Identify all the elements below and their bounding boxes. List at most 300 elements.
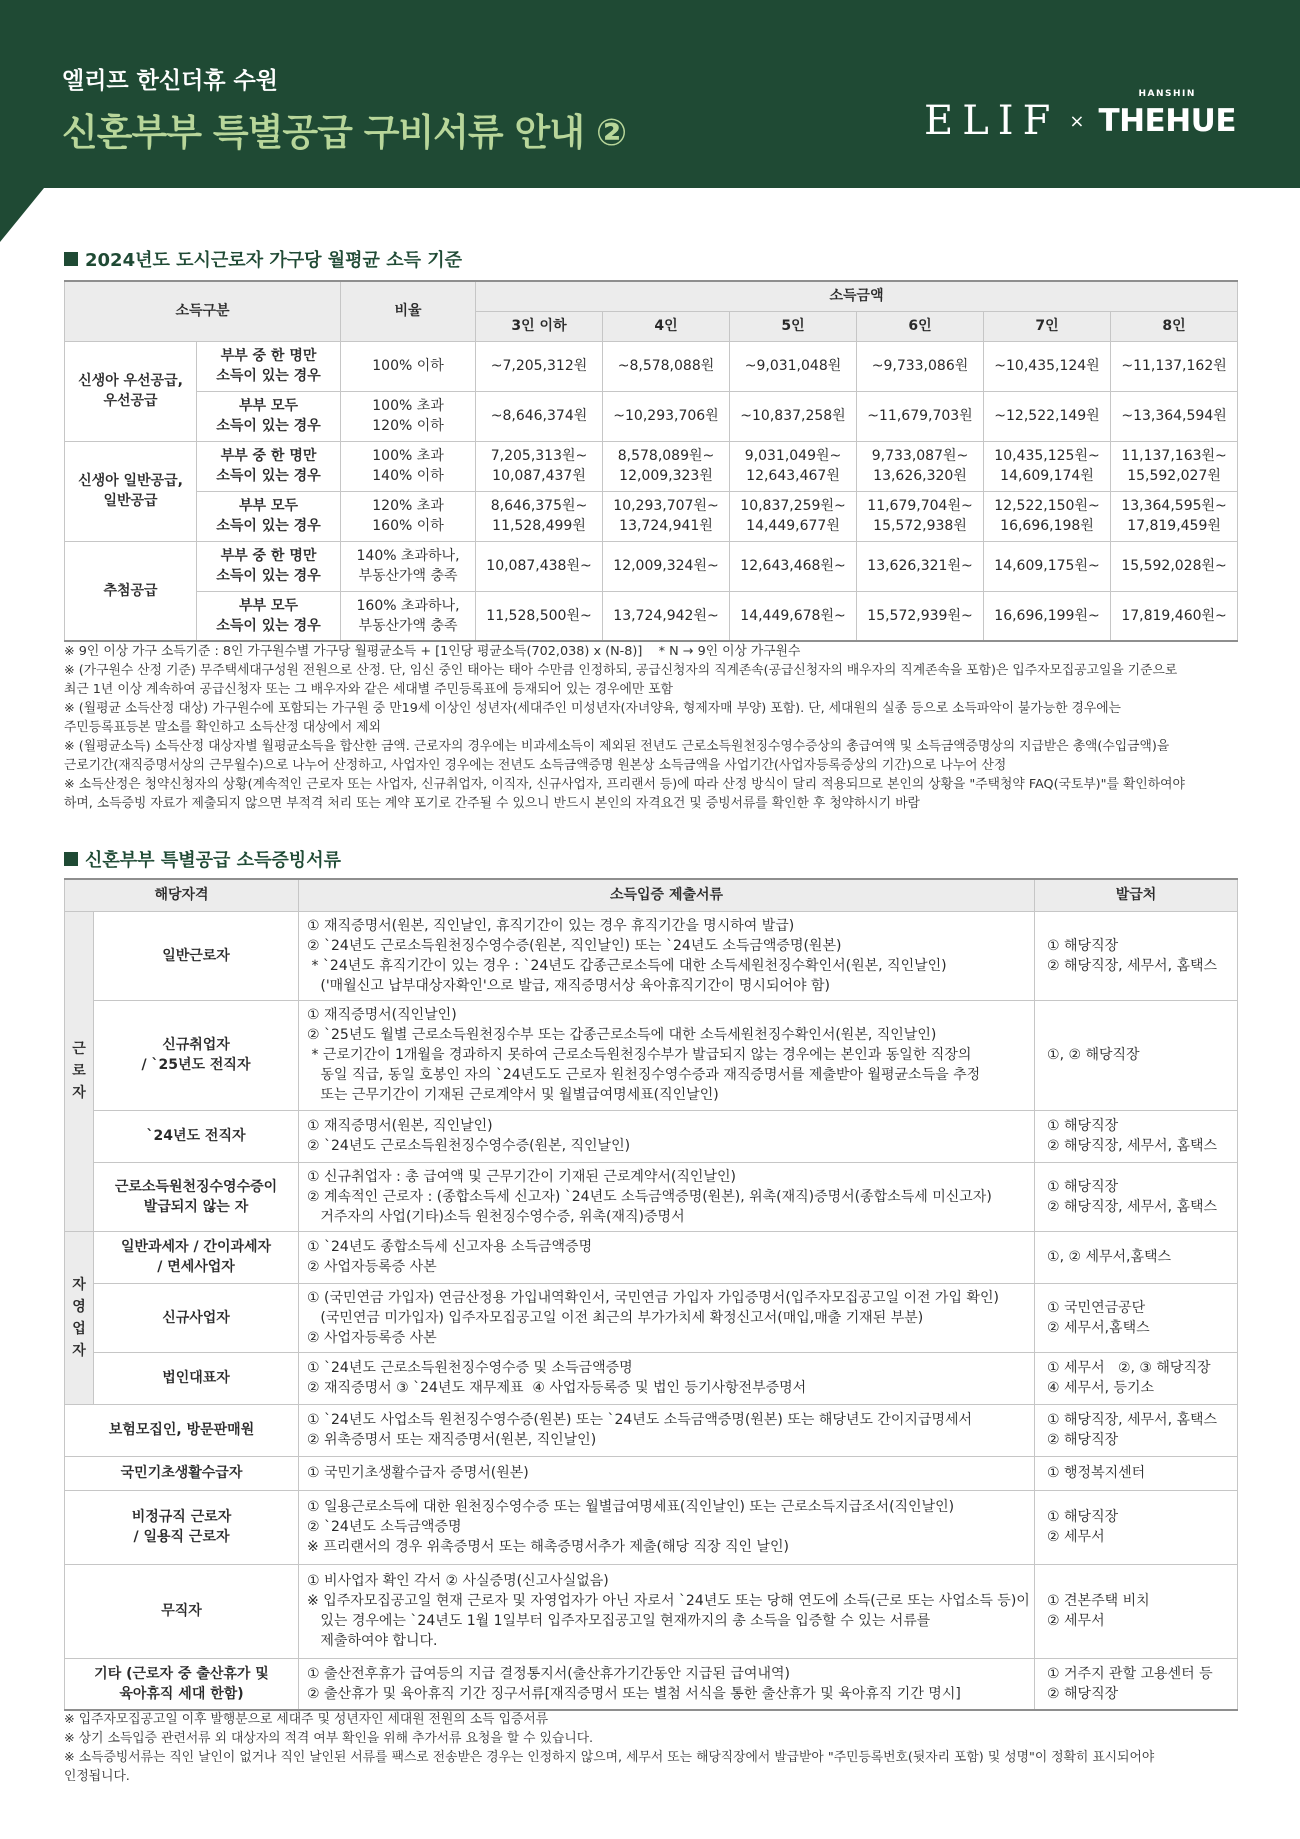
text-line: / 일용직 근로자 — [133, 1529, 230, 1545]
supply-type — [65, 441, 197, 541]
text-line: 소득이 있는 경우 — [216, 368, 321, 384]
qualification — [65, 1456, 299, 1490]
text-line: 10,087,438원~ — [486, 558, 592, 574]
text-line: 자 — [72, 1085, 86, 1101]
text-line: 업 — [72, 1320, 86, 1337]
text-line: 120% 이하 — [372, 418, 444, 434]
head-household-size: 8인 — [1111, 311, 1238, 341]
income-amount — [603, 591, 730, 641]
text-line: 13,626,321원~ — [867, 558, 973, 574]
text-line: 소득이 있는 경우 — [216, 617, 321, 634]
section-income-proof-title — [64, 846, 341, 872]
income-amount — [1111, 441, 1238, 491]
text-line: ② 재직증명서 ③ `24년도 재무제표 ④ 사업자등록증 및 법인 등기사항전부증명서 — [307, 1380, 807, 1396]
income-amount — [476, 591, 603, 641]
text-line: 7,205,313원~ — [490, 448, 588, 464]
text-line: 영 — [72, 1298, 86, 1315]
income-amount — [984, 341, 1111, 391]
text-line: ② 사업자등록증 사본 — [307, 1329, 437, 1346]
text-line: ① 행정복지센터 — [1047, 1465, 1146, 1481]
note-item — [64, 642, 1244, 661]
text-line: 160% 초과하나, — [356, 597, 460, 614]
text-line: 100% 초과 — [372, 448, 444, 464]
income-amount — [730, 391, 857, 441]
text-line: 부부 중 한 명만 — [220, 548, 317, 564]
text-line: ~9,733,086원 — [871, 358, 969, 374]
proof-row — [65, 1000, 1238, 1110]
text-line: 동일 직급, 동일 호봉인 자의 `24년도도 근로자 원천징수영수증과 재직증명서를 제출받아 월평균소득을 추정 — [307, 1067, 981, 1083]
text-line: 자 — [72, 1342, 86, 1359]
text-line: 10,293,707원~ — [613, 498, 719, 514]
income-amount — [730, 541, 857, 591]
income-amount — [476, 541, 603, 591]
earner-type — [197, 541, 341, 591]
text-line: ② 해당직장, 세무서, 홈택스 — [1047, 957, 1218, 974]
text-line: ('매월신고 납부대상자확인'으로 발급, 재직증명서상 육아휴직기간이 명시되어야 함) — [307, 977, 830, 994]
text-line: 국민기초생활수급자 — [120, 1465, 243, 1481]
income-amount — [476, 391, 603, 441]
note-line: ※ (월평균소득) 소득산정 대상자별 월평균소득을 합산한 금액. 근로자의 경우에는 비과세소득이 제외된 전년도 근로소득원천징수영수증상의 총급여액 및 소득금액증명상의 지급받은 총액(수입금액)을 — [64, 739, 1170, 754]
text-line: ① 해당직장 — [1047, 1178, 1119, 1195]
note-line: ※ (가구원수 산정 기준) 무주택세대구성원 전원으로 산정. 단, 임신 중인 태아는 태아 수만큼 인정하되, 공급신청자의 직계존속(공급신청자의 배우자의 직계존속을 포함)은 입주자모집공고일을 기준으로 — [64, 663, 1178, 678]
proof-row — [65, 1352, 1238, 1404]
text-line: ② `24년도 근로소득원천징수영수증(원본, 직인날인) — [307, 1138, 631, 1154]
text-line: ~7,205,312원 — [490, 358, 588, 374]
required-documents — [299, 1564, 1035, 1658]
text-line: ② `25년도 월별 근로소득원천징수부 또는 갑종근로소득에 대한 소득세원천징수확인서(원본, 직인날인) — [307, 1027, 937, 1043]
text-line: ① 재직증명서(원본, 직인날인, 휴직기간이 있는 경우 휴직기간을 명시하여 발급) — [307, 917, 795, 934]
brand-logo — [924, 89, 1236, 144]
proof-row — [65, 911, 1238, 1000]
proof-row — [65, 1231, 1238, 1283]
logo-hanshin: HANSHIN — [1138, 89, 1196, 99]
note-line: 인정됩니다. — [64, 1769, 130, 1784]
text-line: 8,578,089원~ — [617, 448, 715, 464]
proof-row — [65, 1456, 1238, 1490]
text-line: ② 세무서,홈택스 — [1047, 1319, 1150, 1336]
supply-type — [65, 341, 197, 441]
qualification — [94, 1231, 299, 1283]
proof-row — [65, 1162, 1238, 1231]
required-documents — [299, 1404, 1035, 1456]
issuing-office — [1035, 1162, 1238, 1231]
text-line: 보험모집인, 방문판매원 — [108, 1422, 255, 1438]
issuing-office — [1035, 1658, 1238, 1710]
text-line: 신규사업자 — [162, 1309, 230, 1326]
income-amount — [476, 441, 603, 491]
issuing-office — [1035, 1110, 1238, 1162]
text-line: 13,724,942원~ — [613, 607, 719, 624]
issuing-office — [1035, 1404, 1238, 1456]
text-line: 13,626,320원 — [873, 468, 967, 484]
head-income-category: 소득구분 — [65, 281, 341, 341]
text-line: * `24년도 휴직기간이 있는 경우 : `24년도 갑종근로소득에 대한 소득세원천징수확인서(원본, 직인날인) — [307, 957, 947, 974]
issuing-office — [1035, 911, 1238, 1000]
text-line: 8,646,375원~ — [490, 498, 588, 514]
income-amount — [857, 491, 984, 541]
required-documents — [299, 1283, 1035, 1352]
income-ratio — [341, 341, 476, 391]
text-line: 140% 이하 — [372, 468, 444, 484]
income-amount — [603, 541, 730, 591]
note-line: ※ 입주자모집공고일 이후 발행분으로 세대주 및 성년자인 세대원 전원의 소득 입증서류 — [64, 1712, 549, 1727]
text-line: ① 신규취업자 : 총 급여액 및 근무기간이 기재된 근로계약서(직인날인) — [307, 1168, 736, 1185]
income-amount — [603, 341, 730, 391]
income-amount — [1111, 491, 1238, 541]
text-line: 14,609,174원 — [1000, 468, 1094, 484]
text-line: ② `24년도 소득금액증명 — [307, 1519, 462, 1535]
income-amount — [730, 491, 857, 541]
income-row — [65, 491, 1238, 541]
income-ratio — [341, 591, 476, 641]
text-line: 17,819,460원~ — [1121, 607, 1227, 624]
text-line: 근로소득원천징수영수증이 — [114, 1178, 278, 1195]
qualification — [65, 1564, 299, 1658]
income-ratio — [341, 491, 476, 541]
text-line: 11,137,163원~ — [1121, 448, 1227, 464]
required-documents — [299, 1490, 1035, 1564]
text-line: ② 세무서 — [1047, 1613, 1105, 1629]
required-documents — [299, 1456, 1035, 1490]
text-line: 신규취업자 — [162, 1037, 230, 1053]
text-line: ~8,578,088원 — [617, 358, 715, 374]
page-header — [0, 0, 1300, 188]
note-line: 하며, 소득증빙 자료가 제출되지 않으면 부적격 처리 또는 계약 포기로 간주될 수 있으니 반드시 본인의 자격요건 및 증빙서류를 확인한 후 청약하시기 바람 — [64, 796, 920, 811]
income-amount — [984, 541, 1111, 591]
qualification — [94, 1352, 299, 1404]
issuing-office — [1035, 1456, 1238, 1490]
text-line: 있는 경우에는 `24년도 1월 1일부터 입주자모집공고일 현재까지의 총 소득을 입증할 수 있는 서류를 — [307, 1613, 931, 1629]
income-amount — [984, 391, 1111, 441]
income-row — [65, 541, 1238, 591]
text-line: ~12,522,149원 — [994, 408, 1100, 424]
income-row — [65, 441, 1238, 491]
text-line: ④ 세무서, 등기소 — [1047, 1380, 1155, 1396]
text-line: / `25년도 전직자 — [141, 1057, 251, 1073]
text-line: 11,528,500원~ — [486, 607, 592, 624]
text-line: 12,009,323원 — [619, 468, 713, 484]
text-line: ② 해당직장 — [1047, 1685, 1119, 1702]
text-line: 부부 중 한 명만 — [220, 348, 317, 364]
text-line: ② 위촉증명서 또는 재직증명서(원본, 직인날인) — [307, 1432, 597, 1448]
text-line: 부부 모두 — [239, 398, 298, 414]
text-line: ① 해당직장 — [1047, 937, 1119, 954]
earner-type — [197, 391, 341, 441]
head-household-size: 6인 — [857, 311, 984, 341]
text-line: ② 출산휴가 및 육아휴직 기간 징구서류[재직증명서 또는 별첨 서식을 통한 출산휴가 및 육아휴직 기간 명시] — [307, 1685, 961, 1702]
text-line: 제출하여야 합니다. — [307, 1633, 438, 1649]
qualification — [65, 1490, 299, 1564]
text-line: 부부 모두 — [239, 498, 298, 514]
qualification — [65, 1658, 299, 1710]
text-line: 부동산가액 충족 — [358, 617, 458, 634]
text-line: 소득이 있는 경우 — [216, 468, 321, 484]
text-line: `24년도 전직자 — [146, 1128, 246, 1144]
head-household-size: 7인 — [984, 311, 1111, 341]
income-amount — [857, 341, 984, 391]
text-line: ① 세무서 ②, ③ 해당직장 — [1047, 1360, 1211, 1376]
text-line: 로 — [72, 1063, 86, 1079]
required-documents — [299, 1162, 1035, 1231]
text-line: ① 국민연금공단 — [1047, 1299, 1146, 1316]
qualification — [94, 1000, 299, 1110]
note-line: ※ 소득산정은 청약신청자의 상황(계속적인 근로자 또는 사업자, 신규취업자, 이직자, 신규사업자, 프리랜서 등)에 따라 산정 방식이 달리 적용되므로 본인의 상황을 "주택청약 FAQ(국토부)"를 확인하여야 — [64, 777, 1185, 792]
text-line: 9,733,087원~ — [871, 448, 969, 464]
text-line: ① 해당직장, 세무서, 홈택스 — [1047, 1412, 1218, 1428]
text-line: 10,837,259원~ — [740, 498, 846, 514]
income-amount — [603, 391, 730, 441]
qualification — [94, 1162, 299, 1231]
text-line: 소득이 있는 경우 — [216, 518, 321, 534]
text-line: 12,009,324원~ — [613, 558, 719, 574]
text-line: 14,449,677원 — [746, 518, 840, 534]
text-line: 육아휴직 세대 한함) — [119, 1685, 244, 1702]
text-line: ①, ② 해당직장 — [1047, 1047, 1140, 1063]
text-line: 부동산가액 충족 — [358, 568, 458, 584]
required-documents — [299, 1352, 1035, 1404]
project-name: 엘리프 한신더휴 수원 — [62, 68, 278, 94]
note-line: 근로기간(재직증명서상의 근무월수)으로 나누어 산정하고, 사업자인 경우에는 전년도 소득금액증명 원본상 소득금액을 사업기간(사업자등록증상의 기간)으로 나누어 산정 — [64, 758, 1007, 773]
income-amount — [603, 491, 730, 541]
income-amount — [730, 591, 857, 641]
income-amount — [857, 591, 984, 641]
logo-cross: × — [1069, 110, 1085, 132]
qualification — [94, 1283, 299, 1352]
note-item — [64, 737, 1244, 775]
logo-thehue — [1098, 89, 1236, 139]
text-line: ※ 입주자모집공고일 현재 근로자 및 자영업자가 아닌 자로서 `24년도 또는 당해 연도에 소득(근로 또는 사업소득 등)이 — [307, 1593, 1030, 1609]
head-documents: 소득입증 제출서류 — [299, 879, 1035, 911]
head-household-size: 5인 — [730, 311, 857, 341]
note-line: ※ 상기 소득입증 관련서류 외 대상자의 적격 여부 확인을 위해 추가서류 요청을 할 수 있습니다. — [64, 1731, 594, 1746]
text-line: ② 계속적인 근로자 : (종합소득세 신고자) `24년도 소득금액증명(원본), 위촉(재직)증명서(종합소득세 미신고자) — [307, 1188, 992, 1205]
income-row — [65, 391, 1238, 441]
income-amount — [984, 591, 1111, 641]
text-line: ~13,364,594원 — [1121, 408, 1227, 424]
income-amount — [984, 491, 1111, 541]
text-line: ~8,646,374원 — [490, 408, 588, 424]
text-line: ① `24년도 사업소득 원천징수영수증(원본) 또는 `24년도 소득금액증명(원본) 또는 해당년도 간이지급명세서 — [307, 1412, 973, 1428]
text-line: 10,087,437원 — [492, 468, 586, 484]
income-amount — [984, 441, 1111, 491]
text-line: 일반공급 — [103, 493, 158, 509]
head-household-size: 3인 이하 — [476, 311, 603, 341]
text-line: ※ 프리랜서의 경우 위촉증명서 또는 해촉증명서추가 제출(해당 직장 직인 날인) — [307, 1539, 789, 1555]
header-fold-decoration — [0, 188, 44, 242]
earner-type — [197, 441, 341, 491]
logo-thehue-text: THEHUE — [1098, 103, 1236, 139]
note-item — [64, 699, 1244, 737]
head-ratio: 비율 — [341, 281, 476, 341]
text-line: * 근로기간이 1개월을 경과하지 못하여 근로소득원천징수부가 발급되지 않는 경우에는 본인과 동일한 직장의 — [307, 1047, 972, 1063]
section-income-standard-title — [64, 246, 462, 272]
text-line: 100% 이하 — [372, 358, 444, 374]
note-item — [64, 661, 1244, 699]
square-bullet-icon — [64, 852, 78, 866]
text-line: 160% 이하 — [372, 518, 444, 534]
text-line: 15,592,027원 — [1127, 468, 1221, 484]
income-ratio — [341, 441, 476, 491]
text-line: 11,679,704원~ — [867, 498, 973, 514]
square-bullet-icon — [64, 252, 78, 266]
group-self-employed — [65, 1231, 94, 1404]
text-line: ② 사업자등록증 사본 — [307, 1259, 437, 1275]
text-line: ② 해당직장, 세무서, 홈택스 — [1047, 1138, 1218, 1154]
text-line: ① 거주지 관할 고용센터 등 — [1047, 1665, 1213, 1682]
text-line: / 면세사업자 — [157, 1259, 235, 1275]
income-proof-table — [64, 878, 1238, 1711]
text-line: 11,528,499원 — [492, 518, 586, 534]
text-line: ①, ② 세무서,홈택스 — [1047, 1249, 1172, 1265]
qualification — [65, 1404, 299, 1456]
head-qualification: 해당자격 — [65, 879, 299, 911]
text-line: ① `24년도 근로소득원천징수영수증 및 소득금액증명 — [307, 1360, 633, 1376]
text-line: 12,522,150원~ — [994, 498, 1100, 514]
text-line: ① 출산전후휴가 급여등의 지급 결정통지서(출산휴가기간동안 지급된 급여내역) — [307, 1665, 790, 1682]
earner-type — [197, 591, 341, 641]
text-line: 발급되지 않는 자 — [143, 1198, 249, 1215]
income-amount — [1111, 591, 1238, 641]
income-amount — [603, 441, 730, 491]
text-line: 기타 (근로자 중 출산휴가 및 — [94, 1665, 269, 1682]
text-line: ① 재직증명서(원본, 직인날인) — [307, 1118, 493, 1134]
text-line: ② 세무서 — [1047, 1529, 1105, 1545]
issuing-office — [1035, 1283, 1238, 1352]
text-line: ② 해당직장 — [1047, 1432, 1119, 1448]
text-line: 100% 초과 — [372, 398, 444, 414]
issuing-office — [1035, 1231, 1238, 1283]
text-line: ~10,435,124원 — [994, 358, 1100, 374]
text-line: 14,609,175원~ — [994, 558, 1100, 574]
income-row — [65, 591, 1238, 641]
income-amount — [730, 341, 857, 391]
text-line: ① 재직증명서(직인날인) — [307, 1007, 457, 1023]
text-line: 120% 초과 — [372, 498, 444, 514]
text-line: ~10,293,706원 — [613, 408, 719, 424]
text-line: 12,643,467원 — [746, 468, 840, 484]
text-line: ① (국민연금 가입자) 연금산정용 가입내역확인서, 국민연금 가입자 가입증명서(입주자모집공고일 이전 가입 확인) — [307, 1289, 999, 1306]
text-line: 비정규직 근로자 — [131, 1509, 232, 1525]
note-item — [64, 775, 1244, 813]
qualification — [94, 1110, 299, 1162]
note-item — [64, 1729, 1244, 1748]
earner-type — [197, 491, 341, 541]
text-line: 법인대표자 — [162, 1370, 230, 1386]
text-line: 무직자 — [161, 1603, 202, 1619]
text-line: ① 비사업자 확인 각서 ② 사실증명(신고사실없음) — [307, 1573, 609, 1589]
text-line: ① `24년도 종합소득세 신고자용 소득금액증명 — [307, 1239, 593, 1255]
text-line: 일반과세자 / 간이과세자 — [120, 1239, 272, 1255]
issuing-office — [1035, 1000, 1238, 1110]
income-amount — [1111, 341, 1238, 391]
proof-row — [65, 1490, 1238, 1564]
text-line: (국민연금 미가입자) 입주자모집공고일 이전 최근의 부가가치세 확정신고서(매입,매출 기재된 부분) — [307, 1309, 924, 1326]
proof-row — [65, 1110, 1238, 1162]
text-line: ① 해당직장 — [1047, 1509, 1119, 1525]
required-documents — [299, 911, 1035, 1000]
issuing-office — [1035, 1564, 1238, 1658]
income-amount — [730, 441, 857, 491]
text-line: 13,364,595원~ — [1121, 498, 1227, 514]
supply-type — [65, 541, 197, 641]
text-line: ① 견본주택 비치 — [1047, 1593, 1150, 1609]
text-line: ① 국민기초생활수급자 증명서(원본) — [307, 1465, 529, 1481]
text-line: 거주자의 사업(기타)소득 원천징수영수증, 위촉(재직)증명서 — [307, 1208, 685, 1225]
page-title: 신혼부부 특별공급 구비서류 안내 ② — [62, 111, 627, 154]
earner-type — [197, 341, 341, 391]
text-line: 우선공급 — [103, 393, 158, 409]
head-income-amount: 소득금액 — [476, 281, 1238, 311]
income-amount — [857, 541, 984, 591]
text-line: 16,696,199원~ — [994, 607, 1100, 624]
proof-row — [65, 1564, 1238, 1658]
logo-elif: ELIF — [924, 98, 1060, 144]
text-line: 소득이 있는 경우 — [216, 418, 321, 434]
text-line: 15,572,939원~ — [867, 607, 973, 624]
text-line: 14,449,678원~ — [740, 607, 846, 624]
text-line: 13,724,941원 — [619, 518, 713, 534]
text-line: ② `24년도 근로소득원천징수영수증(원본, 직인날인) 또는 `24년도 소득금액증명(원본) — [307, 937, 842, 954]
text-line: ~11,679,703원 — [867, 408, 973, 424]
income-row — [65, 341, 1238, 391]
income-ratio — [341, 391, 476, 441]
income-amount — [476, 341, 603, 391]
note-item — [64, 1710, 1244, 1729]
income-standard-notes — [64, 642, 1244, 813]
section-title-text: 신혼부부 특별공급 소득증빙서류 — [85, 850, 341, 871]
note-line: ※ (월평균 소득산정 대상) 가구원수에 포함되는 가구원 중 만19세 이상인 성년자(세대주인 미성년자(자녀양육, 형제자매 부양) 포함). 단, 세대원의 실종 등으로 소득파악이 불가능한 경우에는 — [64, 701, 1121, 716]
proof-row — [65, 1283, 1238, 1352]
text-line: ② 해당직장, 세무서, 홈택스 — [1047, 1198, 1218, 1215]
qualification — [94, 911, 299, 1000]
text-line: 자 — [72, 1276, 86, 1293]
text-line: 17,819,459원 — [1127, 518, 1221, 534]
text-line: 16,696,198원 — [1000, 518, 1094, 534]
head-household-size: 4인 — [603, 311, 730, 341]
note-line: ※ 9인 이상 가구 소득기준 : 8인 가구원수별 가구당 월평균소득 + [1인당 평균소득(702,038) x (N-8)] * N → 9인 이상 가구원수 — [64, 644, 801, 659]
text-line: 9,031,049원~ — [744, 448, 842, 464]
text-line: ~10,837,258원 — [740, 408, 846, 424]
text-line: 추첨공급 — [103, 582, 158, 599]
head-issuer: 발급처 — [1035, 879, 1238, 911]
text-line: ~9,031,048원 — [744, 358, 842, 374]
text-line: 부부 모두 — [239, 597, 298, 614]
note-line: 주민등록표등본 말소를 확인하고 소득산정 대상에서 제외 — [64, 720, 382, 735]
text-line: 일반근로자 — [162, 947, 230, 964]
text-line: 15,572,938원 — [873, 518, 967, 534]
text-line: 15,592,028원~ — [1121, 558, 1227, 574]
income-ratio — [341, 541, 476, 591]
text-line: 부부 중 한 명만 — [220, 448, 317, 464]
income-amount — [1111, 541, 1238, 591]
required-documents — [299, 1000, 1035, 1110]
text-line: ~11,137,162원 — [1121, 358, 1227, 374]
group-worker — [65, 911, 94, 1231]
proof-row — [65, 1404, 1238, 1456]
text-line: 또는 근무기간이 기재된 근로계약서 및 월별급여명세표(직인날인) — [307, 1087, 719, 1103]
note-item — [64, 1748, 1244, 1786]
text-line: 140% 초과하나, — [356, 548, 460, 564]
issuing-office — [1035, 1490, 1238, 1564]
text-line: 12,643,468원~ — [740, 558, 846, 574]
income-amount — [476, 491, 603, 541]
note-line: 최근 1년 이상 계속하여 공급신청자 또는 그 배우자와 같은 세대별 주민등록표에 등재되어 있는 경우에만 포함 — [64, 682, 674, 697]
text-line: 소득이 있는 경우 — [216, 568, 321, 584]
text-line: 신생아 일반공급, — [78, 473, 183, 489]
required-documents — [299, 1110, 1035, 1162]
text-line: ① 해당직장 — [1047, 1118, 1119, 1134]
income-standard-table — [64, 280, 1238, 642]
